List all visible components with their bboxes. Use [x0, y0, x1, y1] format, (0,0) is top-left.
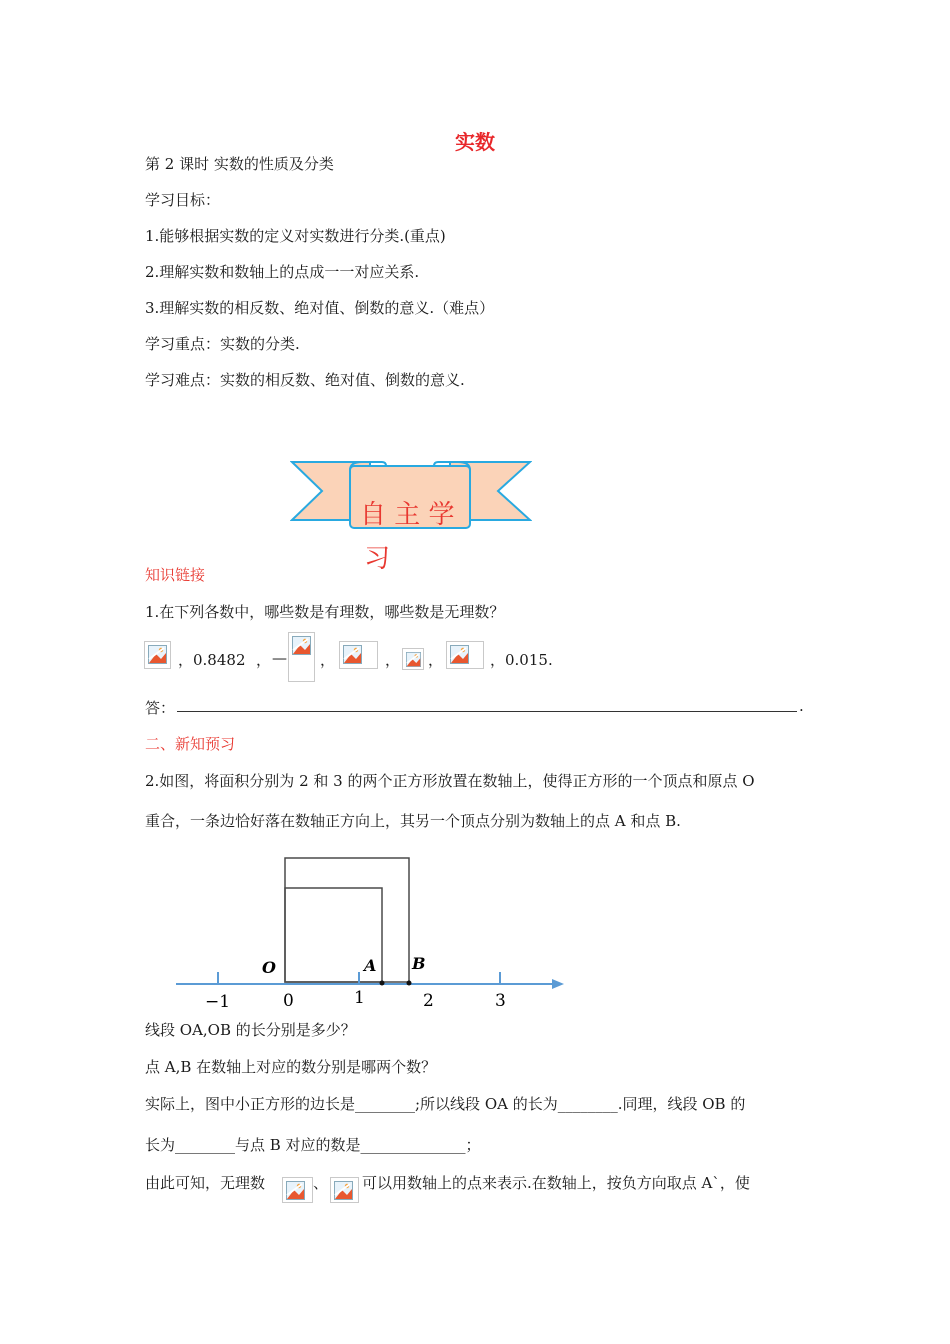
objectives-heading: 学习目标：	[145, 191, 221, 209]
math-image-6	[282, 1177, 313, 1203]
broken-image-icon	[286, 1181, 305, 1200]
label-b: B	[412, 954, 426, 973]
arrow-icon	[552, 979, 564, 989]
tick-label: 0	[283, 991, 294, 1011]
lesson-subtitle: 第 2 课时 实数的性质及分类	[145, 155, 334, 173]
number-0-015: ，0.015.	[490, 651, 553, 669]
banner-text: 自 主 学	[360, 500, 455, 530]
conclusion-start: 由此可知，无理数	[145, 1174, 266, 1192]
page-title: 实数	[455, 130, 495, 154]
comma: ，	[428, 651, 444, 669]
comma: ，	[385, 651, 401, 669]
fill-line-1: 实际上，图中小正方形的边长是________;所以线段 OA 的长为________.同理，线段 OB 的	[145, 1095, 746, 1113]
answer-label: 答：	[145, 699, 176, 717]
point-a-dot	[380, 981, 385, 986]
separator: 、	[313, 1174, 329, 1192]
math-image-3	[339, 641, 378, 669]
broken-image-icon	[334, 1181, 353, 1200]
focus-line: 学习重点：实数的分类.	[145, 335, 300, 353]
minus-sign: —	[272, 649, 287, 667]
math-image-2	[288, 632, 315, 682]
question-2-line2: 重合，一条边恰好落在数轴正方向上，其另一个顶点分别为数轴上的点 A 和点 B.	[145, 812, 681, 830]
section-heading-knowledge: 知识链接	[145, 566, 206, 584]
question-2-line1: 2.如图，将面积分别为 2 和 3 的两个正方形放置在数轴上，使得正方形的一个顶点和原点 O	[145, 772, 755, 790]
conclusion-end: 可以用数轴上的点来表示.在数轴上，按负方向取点 A`，使	[362, 1174, 750, 1192]
math-image-4	[402, 648, 424, 670]
difficulty-line: 学习难点：实数的相反数、绝对值、倒数的意义.	[145, 371, 465, 389]
broken-image-icon	[292, 636, 311, 655]
objective-3: 3.理解实数的相反数、绝对值、倒数的意义.（难点）	[145, 299, 495, 317]
label-a: A	[364, 956, 377, 975]
math-image-7	[330, 1177, 359, 1203]
objective-1: 1.能够根据实数的定义对实数进行分类.(重点)	[145, 227, 446, 245]
number-0-8482: ，0.8482	[178, 651, 246, 669]
broken-image-icon	[406, 652, 421, 667]
banner-text-wrap: 习	[364, 544, 391, 574]
comma: ，	[256, 651, 272, 669]
math-image-1	[144, 641, 171, 669]
label-o: O	[262, 958, 276, 977]
broken-image-icon	[343, 645, 362, 664]
broken-image-icon	[148, 645, 167, 664]
section-heading-preview: 二、新知预习	[145, 735, 236, 753]
broken-image-icon	[450, 645, 469, 664]
answer-blank[interactable]	[177, 711, 797, 712]
math-image-5	[446, 641, 484, 669]
question-1: 1.在下列各数中，哪些数是有理数，哪些数是无理数？	[145, 603, 505, 621]
number-line-figure	[170, 852, 570, 1014]
tick-label: −1	[205, 992, 231, 1012]
large-square	[285, 858, 409, 982]
tick-label: 2	[423, 991, 434, 1011]
tick-label: 1	[354, 988, 365, 1008]
ask-numbers: 点 A,B 在数轴上对应的数分别是哪两个数？	[145, 1058, 437, 1076]
objective-2: 2.理解实数和数轴上的点成一一对应关系.	[145, 263, 420, 281]
fill-line-2: 长为________与点 B 对应的数是______________；	[145, 1136, 481, 1154]
point-b-dot	[407, 981, 412, 986]
tick-label: 3	[495, 991, 506, 1011]
comma: ，	[320, 651, 336, 669]
answer-period: .	[799, 697, 804, 715]
ask-lengths: 线段 OA,OB 的长分别是多少？	[145, 1021, 356, 1039]
